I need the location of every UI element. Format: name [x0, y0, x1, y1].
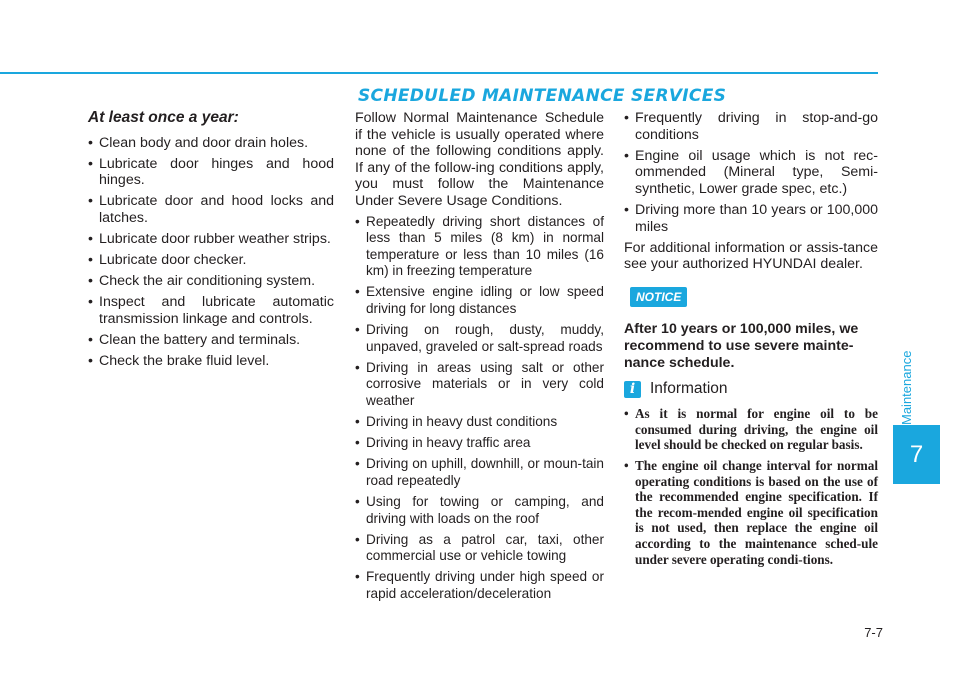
list-item: • Frequently driving under high speed or rapid acceleration/deceleration	[355, 569, 604, 602]
list-item: • Driving in areas using salt or other corrosive materials or in very cold weather	[355, 360, 604, 410]
chapter-number-badge: 7	[893, 425, 940, 484]
information-heading	[624, 381, 878, 398]
list-item: • Driving in heavy traffic area	[355, 435, 604, 452]
page-number: 7-7	[864, 625, 883, 640]
list-item: • Driving more than 10 years or 100,000 miles	[624, 202, 878, 235]
annual-checklist	[88, 135, 334, 370]
section-title: SCHEDULED MAINTENANCE SERVICES	[358, 86, 727, 106]
header-rule	[0, 72, 878, 74]
list-item: • Engine oil usage which is not rec-ommended (Mineral type, Semi-synthetic, Lower grade spec, etc.)	[624, 148, 878, 198]
list-item: • Lubricate door and hood locks and latches.	[88, 193, 334, 226]
list-item: • Clean body and door drain holes.	[88, 135, 334, 152]
list-item: • Lubricate door checker.	[88, 252, 334, 269]
list-item: • Lubricate door rubber weather strips.	[88, 231, 334, 248]
chapter-tab-label: Maintenance	[899, 350, 914, 426]
information-title: Information	[650, 380, 728, 398]
list-item: • Check the air conditioning system.	[88, 273, 334, 290]
list-item: • Extensive engine idling or low speed driving for long distances	[355, 284, 604, 317]
notice-text: After 10 years or 100,000 miles, we recommend to use severe mainte-nance schedule.	[624, 321, 859, 371]
list-item: • Inspect and lubricate automatic transmission linkage and controls.	[88, 294, 334, 327]
list-item: • Driving as a patrol car, taxi, other commercial use or vehicle towing	[355, 532, 604, 565]
list-item: • Using for towing or camping, and driving with loads on the roof	[355, 494, 604, 527]
information-list	[624, 406, 878, 567]
info-icon: i	[624, 381, 641, 398]
notice-badge: NOTICE	[630, 287, 687, 308]
column-severe-conditions	[355, 110, 604, 607]
list-item: • As it is normal for engine oil to be consumed during driving, the engine oil level should be checked on regular basis.	[624, 406, 878, 453]
list-item: • Check the brake fluid level.	[88, 353, 334, 370]
list-item: • Driving in heavy dust conditions	[355, 414, 604, 431]
column-notes	[624, 110, 878, 572]
list-item: • Repeatedly driving short distances of less than 5 miles (8 km) in normal temperature or less than 10 miles (16 km) in freezing temperature	[355, 214, 604, 280]
list-item: • Clean the battery and terminals.	[88, 332, 334, 349]
list-item: • Driving on rough, dusty, muddy, unpaved, graveled or salt-spread roads	[355, 322, 604, 355]
list-item: • Driving on uphill, downhill, or moun-tain road repeatedly	[355, 456, 604, 489]
column-annual-maintenance	[88, 110, 334, 374]
annual-subheading: At least once a year:	[88, 109, 239, 126]
list-item: • Frequently driving in stop-and-go conditions	[624, 110, 878, 143]
additional-info-paragraph: For additional information or assis-tance see your authorized HYUNDAI dealer.	[624, 239, 878, 273]
severe-conditions-list-continued	[624, 110, 878, 235]
list-item: • The engine oil change interval for normal operating conditions is based on the use of the recommended engine specification. If the recom-mended engine oil specification is not used, then replace the engine oil according to the maintenance sched-ule under severe operating condi-tions.	[624, 458, 878, 567]
list-item: • Lubricate door hinges and hood hinges.	[88, 156, 334, 189]
severe-intro-paragraph: Follow Normal Maintenance Schedule if the vehicle is usually operated where none of the following conditions apply. If any of the follow-ing conditions apply, you must follow the Maintenance Under Severe Usage Conditions.	[355, 110, 604, 209]
severe-conditions-list	[355, 214, 604, 603]
